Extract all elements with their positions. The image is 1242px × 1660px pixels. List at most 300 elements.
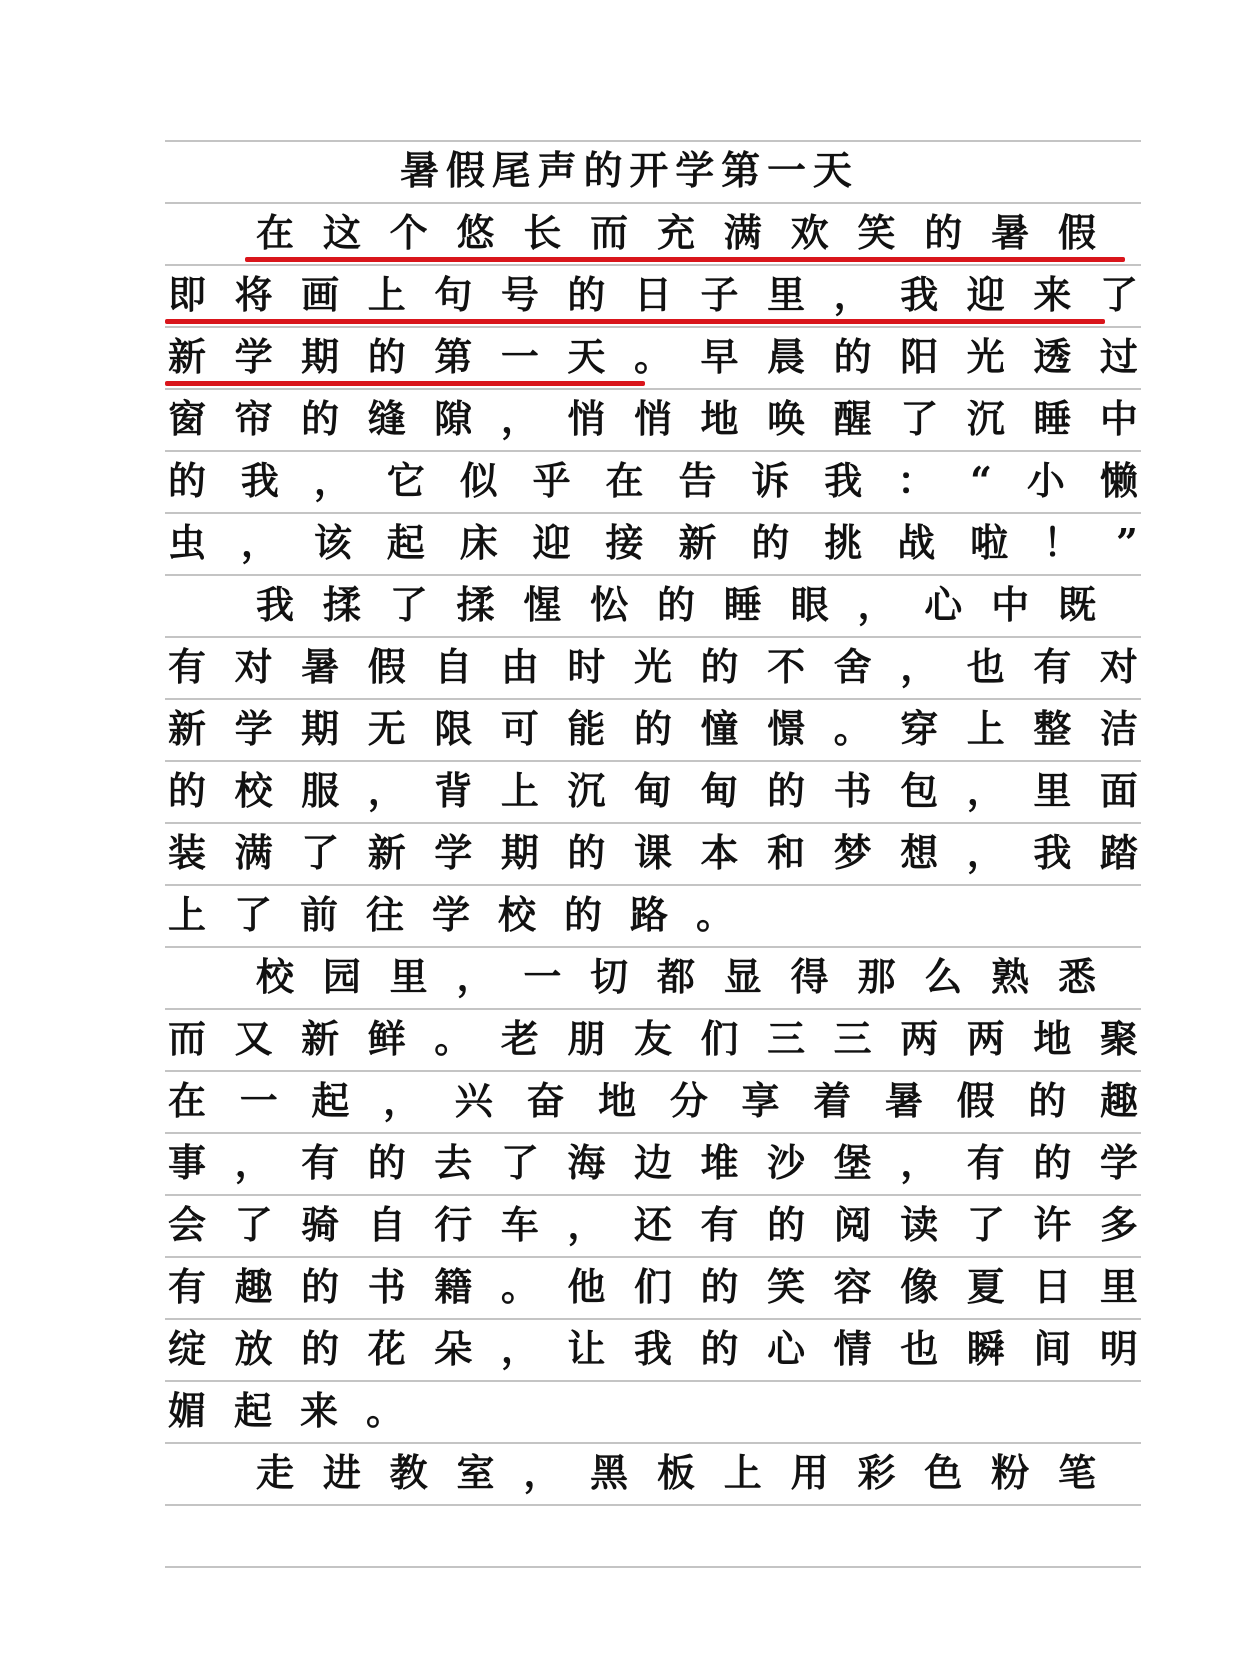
- essay-line: [168, 512, 1138, 574]
- handwritten-char: 既: [1057, 582, 1096, 627]
- handwritten-char: 绽: [168, 1326, 207, 1371]
- handwritten-char: 了: [966, 1202, 1005, 1247]
- handwritten-char: 路: [630, 892, 669, 937]
- handwritten-char: 甸: [700, 768, 739, 813]
- handwritten-char: 新: [168, 334, 207, 379]
- handwritten-char: 画: [301, 272, 340, 317]
- handwritten-char: 地: [598, 1078, 637, 1123]
- handwritten-char: 学: [1099, 1140, 1138, 1185]
- handwritten-char: 将: [234, 272, 273, 317]
- handwritten-char: 服: [301, 768, 340, 813]
- handwritten-char: 有: [168, 644, 207, 689]
- red-underline-mark: [165, 381, 645, 386]
- handwritten-char: 虫: [168, 520, 207, 565]
- handwritten-char: 包: [900, 768, 939, 813]
- handwritten-char: 告: [678, 458, 717, 503]
- handwritten-char: 一: [239, 1078, 278, 1123]
- handwritten-char: 多: [1099, 1202, 1138, 1247]
- handwritten-char: 揉: [322, 582, 361, 627]
- handwritten-char: 两: [966, 1016, 1005, 1061]
- handwritten-char: 。: [633, 334, 672, 379]
- handwritten-char: 起: [386, 520, 425, 565]
- handwritten-char: ，: [833, 272, 872, 317]
- handwritten-char: 三: [833, 1016, 872, 1061]
- handwritten-char: 暑: [991, 210, 1030, 255]
- handwritten-char: 也: [966, 644, 1005, 689]
- essay-line: [168, 636, 1138, 698]
- handwritten-char: 了: [1099, 272, 1138, 317]
- handwritten-char: 床: [459, 520, 498, 565]
- handwritten-char: 容: [833, 1264, 872, 1309]
- handwritten-char: 天: [567, 334, 606, 379]
- handwritten-char: 们: [700, 1016, 739, 1061]
- handwritten-char: ，: [966, 830, 1005, 875]
- handwritten-char: 的: [564, 892, 603, 937]
- handwritten-char: 对: [1099, 644, 1138, 689]
- handwritten-char: 粉: [991, 1450, 1030, 1495]
- handwritten-char: ，: [234, 1140, 273, 1185]
- handwritten-char: 的: [924, 210, 963, 255]
- handwritten-char: 中: [991, 582, 1030, 627]
- handwritten-char: 里: [1099, 1264, 1138, 1309]
- handwritten-char: 似: [459, 458, 498, 503]
- handwritten-char: 期: [301, 334, 340, 379]
- handwritten-char: 起: [234, 1388, 273, 1433]
- handwritten-char: 三: [767, 1016, 806, 1061]
- handwritten-char: 心: [924, 582, 963, 627]
- handwritten-char: 切: [590, 954, 629, 999]
- handwritten-char: 悠: [456, 210, 495, 255]
- handwritten-char: 里: [389, 954, 428, 999]
- handwritten-char: 的: [767, 768, 806, 813]
- handwritten-char: 书: [833, 768, 872, 813]
- handwritten-char: 籍: [434, 1264, 473, 1309]
- handwritten-char: ，: [383, 1078, 422, 1123]
- handwritten-char: 瞬: [966, 1326, 1005, 1371]
- essay-line: [168, 1132, 1138, 1194]
- handwritten-char: 战: [897, 520, 936, 565]
- handwritten-char: 奋: [526, 1078, 565, 1123]
- handwritten-char: 堡: [833, 1140, 872, 1185]
- handwritten-char: ，: [456, 954, 495, 999]
- ruled-line: [165, 1566, 1141, 1568]
- handwritten-char: 的: [367, 1140, 406, 1185]
- handwritten-char: 我: [633, 1326, 672, 1371]
- handwritten-char: 去: [434, 1140, 473, 1185]
- handwritten-char: 。: [696, 892, 735, 937]
- handwritten-char: 揉: [456, 582, 495, 627]
- handwritten-char: 暑: [884, 1078, 923, 1123]
- handwritten-char: 又: [234, 1016, 273, 1061]
- handwritten-char: 彩: [857, 1450, 896, 1495]
- handwritten-char: 憬: [767, 706, 806, 751]
- handwritten-char: 有: [966, 1140, 1005, 1185]
- handwritten-char: 该: [313, 520, 352, 565]
- handwritten-char: 它: [386, 458, 425, 503]
- essay-line: [256, 202, 1096, 264]
- handwritten-char: 用: [790, 1450, 829, 1495]
- handwritten-char: ，: [523, 1450, 562, 1495]
- handwritten-char: 的: [567, 272, 606, 317]
- handwritten-char: 的: [168, 768, 207, 813]
- handwritten-char: 。: [500, 1264, 539, 1309]
- handwritten-char: 在: [605, 458, 644, 503]
- essay-line: [168, 1318, 1138, 1380]
- handwritten-char: 句: [434, 272, 473, 317]
- handwritten-char: 过: [1099, 334, 1138, 379]
- handwritten-char: ：: [897, 458, 936, 503]
- handwritten-char: 光: [633, 644, 672, 689]
- handwritten-char: 的: [567, 830, 606, 875]
- handwritten-char: 我: [900, 272, 939, 317]
- handwritten-char: 子: [700, 272, 739, 317]
- handwritten-char: 的: [633, 706, 672, 751]
- handwritten-char: 前: [300, 892, 339, 937]
- handwritten-char: 日: [633, 272, 672, 317]
- handwritten-char: 有: [1033, 644, 1072, 689]
- handwritten-char: 在: [168, 1078, 207, 1123]
- handwritten-char: 两: [900, 1016, 939, 1061]
- handwritten-char: 开: [629, 148, 669, 194]
- handwritten-char: 小: [1026, 458, 1065, 503]
- handwritten-char: 的: [700, 644, 739, 689]
- essay-line: [168, 264, 1138, 326]
- handwritten-char: ，: [313, 458, 352, 503]
- handwritten-char: 许: [1033, 1202, 1072, 1247]
- handwritten-char: 沙: [767, 1140, 806, 1185]
- handwritten-char: 欢: [790, 210, 829, 255]
- handwritten-char: 憧: [700, 706, 739, 751]
- handwritten-char: ！: [1043, 520, 1082, 565]
- handwritten-char: 诉: [751, 458, 790, 503]
- handwritten-char: 车: [500, 1202, 539, 1247]
- handwritten-char: 校: [498, 892, 537, 937]
- handwritten-char: 。: [366, 1388, 405, 1433]
- handwritten-char: 鲜: [367, 1016, 406, 1061]
- handwritten-char: 洁: [1099, 706, 1138, 751]
- handwritten-char: 自: [367, 1202, 406, 1247]
- handwritten-char: 的: [583, 148, 623, 194]
- handwritten-char: 朵: [434, 1326, 473, 1371]
- handwritten-char: 对: [234, 644, 273, 689]
- handwritten-char: 了: [234, 892, 273, 937]
- handwritten-char: 有: [301, 1140, 340, 1185]
- handwritten-char: 还: [633, 1202, 672, 1247]
- handwritten-char: 帘: [234, 396, 273, 441]
- handwritten-char: 接: [605, 520, 644, 565]
- essay-line: [168, 326, 1138, 388]
- handwritten-char: 新: [168, 706, 207, 751]
- handwritten-char: 他: [567, 1264, 606, 1309]
- handwritten-char: 地: [1033, 1016, 1072, 1061]
- handwritten-char: 隙: [434, 396, 473, 441]
- essay-line: [168, 760, 1138, 822]
- handwritten-char: 无: [367, 706, 406, 751]
- handwritten-char: ，: [367, 768, 406, 813]
- handwritten-char: 而: [168, 1016, 207, 1061]
- handwritten-char: 的: [1033, 1140, 1072, 1185]
- essay-line: [256, 946, 1096, 1008]
- handwritten-char: 学: [432, 892, 471, 937]
- handwritten-char: 唤: [767, 396, 806, 441]
- handwritten-char: 长: [523, 210, 562, 255]
- handwritten-char: ，: [900, 644, 939, 689]
- handwritten-char: 声: [537, 148, 577, 194]
- handwritten-char: 校: [234, 768, 273, 813]
- ruled-line: [165, 1504, 1141, 1506]
- handwritten-char: 骑: [301, 1202, 340, 1247]
- handwritten-char: 里: [1033, 768, 1072, 813]
- handwritten-char: 啦: [970, 520, 1009, 565]
- handwritten-char: 懒: [1099, 458, 1138, 503]
- handwritten-char: 的: [301, 1264, 340, 1309]
- handwritten-char: 了: [301, 830, 340, 875]
- handwritten-char: 有: [700, 1202, 739, 1247]
- handwritten-char: 乎: [532, 458, 571, 503]
- handwritten-char: 忪: [590, 582, 629, 627]
- handwritten-char: 放: [234, 1326, 273, 1371]
- handwritten-char: 课: [633, 830, 672, 875]
- handwritten-char: 间: [1033, 1326, 1072, 1371]
- handwritten-char: 晨: [767, 334, 806, 379]
- essay-line: [168, 698, 1138, 760]
- handwritten-char: 板: [656, 1450, 695, 1495]
- handwritten-char: 上: [723, 1450, 762, 1495]
- handwritten-char: 了: [500, 1140, 539, 1185]
- handwritten-char: ”: [1115, 520, 1138, 565]
- handwritten-char: 读: [900, 1202, 939, 1247]
- handwritten-char: 兴: [454, 1078, 493, 1123]
- handwritten-char: 在: [256, 210, 295, 255]
- handwritten-char: 让: [567, 1326, 606, 1371]
- handwritten-char: “: [970, 458, 992, 503]
- handwritten-char: 满: [723, 210, 762, 255]
- essay-line: [168, 1380, 1138, 1442]
- handwritten-char: 学: [234, 334, 273, 379]
- handwritten-char: 上: [500, 768, 539, 813]
- handwritten-char: 了: [389, 582, 428, 627]
- handwritten-char: 夏: [966, 1264, 1005, 1309]
- handwritten-char: 会: [168, 1202, 207, 1247]
- handwritten-char: 而: [590, 210, 629, 255]
- handwritten-char: 分: [669, 1078, 708, 1123]
- handwritten-char: 熟: [991, 954, 1030, 999]
- handwritten-char: 暑: [400, 148, 440, 194]
- handwritten-char: 背: [434, 768, 473, 813]
- handwritten-char: 第: [434, 334, 473, 379]
- handwritten-char: 醒: [833, 396, 872, 441]
- handwritten-char: 满: [234, 830, 273, 875]
- handwritten-char: 可: [500, 706, 539, 751]
- handwritten-char: 园: [322, 954, 361, 999]
- handwritten-char: 阳: [900, 334, 939, 379]
- handwritten-char: 。: [434, 1016, 473, 1061]
- handwritten-char: 走: [256, 1450, 295, 1495]
- handwritten-char: 的: [656, 582, 695, 627]
- handwritten-char: 一: [500, 334, 539, 379]
- handwritten-char: ，: [240, 520, 279, 565]
- handwritten-char: 能: [567, 706, 606, 751]
- handwritten-char: 往: [366, 892, 405, 937]
- handwritten-char: 都: [656, 954, 695, 999]
- essay-line: [168, 1008, 1138, 1070]
- handwritten-char: 我: [240, 458, 279, 503]
- handwritten-char: 事: [168, 1140, 207, 1185]
- handwritten-char: 边: [633, 1140, 672, 1185]
- handwritten-char: 的: [168, 458, 207, 503]
- essay-line: [256, 1442, 1096, 1504]
- handwritten-char: 甸: [633, 768, 672, 813]
- essay-line: [168, 884, 1138, 946]
- handwritten-char: ，: [966, 768, 1005, 813]
- handwritten-char: 校: [256, 954, 295, 999]
- handwritten-char: 新: [678, 520, 717, 565]
- handwritten-char: 早: [700, 334, 739, 379]
- handwritten-char: 一: [523, 954, 562, 999]
- handwritten-char: 那: [857, 954, 896, 999]
- essay-line: [256, 574, 1096, 636]
- handwritten-char: 窗: [168, 396, 207, 441]
- handwritten-char: 上: [966, 706, 1005, 751]
- handwritten-char: 假: [367, 644, 406, 689]
- handwritten-char: 新: [367, 830, 406, 875]
- handwritten-char: 第: [721, 148, 761, 194]
- handwritten-char: 的: [751, 520, 790, 565]
- handwritten-char: 中: [1099, 396, 1138, 441]
- handwritten-char: 自: [434, 644, 473, 689]
- essay-line: [168, 388, 1138, 450]
- handwritten-char: 我: [1033, 830, 1072, 875]
- handwritten-char: 限: [434, 706, 473, 751]
- handwritten-char: 了: [234, 1202, 273, 1247]
- handwritten-char: 色: [924, 1450, 963, 1495]
- handwritten-char: 了: [900, 396, 939, 441]
- handwritten-char: 友: [633, 1016, 672, 1061]
- handwritten-char: 室: [456, 1450, 495, 1495]
- handwritten-char: 朋: [567, 1016, 606, 1061]
- handwritten-char: 起: [311, 1078, 350, 1123]
- handwritten-char: 悉: [1057, 954, 1096, 999]
- handwritten-char: 上: [168, 892, 207, 937]
- handwritten-char: 黑: [590, 1450, 629, 1495]
- handwritten-char: 穿: [900, 706, 939, 751]
- handwritten-char: 教: [389, 1450, 428, 1495]
- handwritten-char: 我: [256, 582, 295, 627]
- handwritten-char: 学: [434, 830, 473, 875]
- handwritten-char: 学: [234, 706, 273, 751]
- handwritten-char: 悄: [567, 396, 606, 441]
- handwritten-char: 睡: [1033, 396, 1072, 441]
- handwritten-char: 天: [812, 148, 852, 194]
- handwritten-char: 行: [434, 1202, 473, 1247]
- handwritten-char: 的: [1028, 1078, 1067, 1123]
- handwritten-char: 老: [500, 1016, 539, 1061]
- handwritten-char: ，: [567, 1202, 606, 1247]
- handwritten-char: 时: [567, 644, 606, 689]
- handwritten-char: 和: [767, 830, 806, 875]
- handwritten-char: 新: [301, 1016, 340, 1061]
- handwritten-char: 由: [500, 644, 539, 689]
- essay-line: [168, 1194, 1138, 1256]
- handwritten-char: 整: [1033, 706, 1072, 751]
- handwritten-char: 着: [813, 1078, 852, 1123]
- handwritten-char: 堆: [700, 1140, 739, 1185]
- handwritten-char: 的: [301, 396, 340, 441]
- handwritten-char: 踏: [1099, 830, 1138, 875]
- handwritten-char: 我: [824, 458, 863, 503]
- handwritten-char: 睡: [723, 582, 762, 627]
- handwritten-char: 本: [700, 830, 739, 875]
- handwritten-char: ，: [900, 1140, 939, 1185]
- handwritten-char: 里: [767, 272, 806, 317]
- handwritten-char: 迎: [966, 272, 1005, 317]
- handwritten-char: 悄: [633, 396, 672, 441]
- handwritten-char: 趣: [234, 1264, 273, 1309]
- handwritten-char: 的: [833, 334, 872, 379]
- handwritten-char: 个: [389, 210, 428, 255]
- handwritten-char: 海: [567, 1140, 606, 1185]
- handwritten-char: 学: [675, 148, 715, 194]
- handwritten-char: 暑: [301, 644, 340, 689]
- handwritten-char: 光: [966, 334, 1005, 379]
- handwritten-char: 像: [900, 1264, 939, 1309]
- handwritten-char: 透: [1033, 334, 1072, 379]
- handwritten-char: 笑: [857, 210, 896, 255]
- handwritten-char: 挑: [824, 520, 863, 565]
- handwritten-char: 趣: [1099, 1078, 1138, 1123]
- handwritten-char: 笑: [767, 1264, 806, 1309]
- handwritten-char: 充: [656, 210, 695, 255]
- red-underline-mark: [245, 257, 1125, 262]
- handwritten-char: 的: [301, 1326, 340, 1371]
- handwritten-char: 号: [500, 272, 539, 317]
- handwritten-char: 得: [790, 954, 829, 999]
- red-underline-mark: [165, 319, 1105, 324]
- handwritten-char: 地: [700, 396, 739, 441]
- handwritten-char: 沉: [567, 768, 606, 813]
- essay-line: [168, 450, 1138, 512]
- handwritten-char: 的: [700, 1326, 739, 1371]
- handwritten-char: 笔: [1057, 1450, 1096, 1495]
- handwritten-char: 沉: [966, 396, 1005, 441]
- essay-line: [168, 1070, 1138, 1132]
- handwritten-char: 有: [168, 1264, 207, 1309]
- handwritten-char: 显: [723, 954, 762, 999]
- handwritten-char: 尾: [491, 148, 531, 194]
- handwritten-char: 这: [322, 210, 361, 255]
- handwritten-char: 的: [367, 334, 406, 379]
- handwritten-char: 们: [633, 1264, 672, 1309]
- handwritten-char: 梦: [833, 830, 872, 875]
- handwritten-char: 聚: [1099, 1016, 1138, 1061]
- handwritten-char: 假: [445, 148, 485, 194]
- handwritten-char: 装: [168, 830, 207, 875]
- essay-line: [168, 822, 1138, 884]
- handwritten-char: 一: [767, 148, 807, 194]
- handwritten-char: 面: [1099, 768, 1138, 813]
- handwritten-char: ，: [857, 582, 896, 627]
- essay-title: [400, 140, 852, 202]
- handwritten-char: 不: [767, 644, 806, 689]
- handwritten-char: 的: [767, 1202, 806, 1247]
- handwritten-char: 日: [1033, 1264, 1072, 1309]
- handwritten-char: 即: [168, 272, 207, 317]
- handwritten-char: 舍: [833, 644, 872, 689]
- handwritten-char: 情: [833, 1326, 872, 1371]
- handwritten-char: 享: [741, 1078, 780, 1123]
- handwritten-char: 期: [500, 830, 539, 875]
- handwritten-char: ，: [500, 1326, 539, 1371]
